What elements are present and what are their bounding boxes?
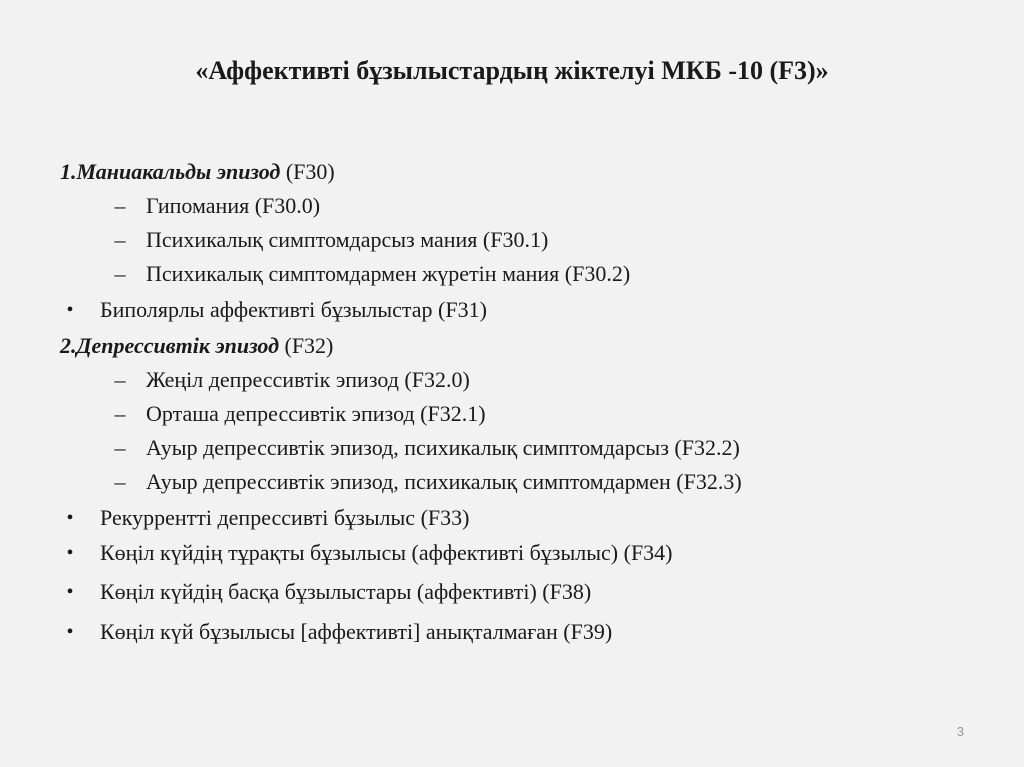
bullet-marker: •	[66, 299, 74, 321]
dash-marker: –	[114, 435, 126, 460]
list-item-text: Ауыр депрессивтік эпизод, психикалық симптомдармен (F32.3)	[146, 469, 742, 494]
list-item-text: Гипомания (F30.0)	[146, 193, 321, 218]
list-item-heading	[60, 332, 333, 360]
dash-marker: –	[114, 227, 126, 252]
list-item-text: Көңіл күйдің басқа бұзылыстары (аффективті) (F38)	[100, 579, 592, 604]
list-item-text: Орташа депрессивтік эпизод (F32.1)	[146, 401, 486, 426]
heading-code: (F30)	[280, 159, 335, 184]
dash-marker: –	[114, 469, 126, 494]
bullet-marker: •	[66, 507, 74, 529]
list-item-text: Психикалық симптомдармен жүретін мания (F30.2)	[146, 261, 631, 286]
dash-marker: –	[114, 261, 126, 286]
list-item-text: Психикалық симптомдарсыз мания (F30.1)	[146, 227, 549, 252]
list-item-text: Жеңіл депрессивтік эпизод (F32.0)	[146, 367, 470, 392]
bullet-marker: •	[66, 621, 74, 643]
list-item-text: Көңіл күй бұзылысы [аффективті] анықталмаған (F39)	[100, 619, 613, 644]
heading-code: (F32)	[279, 333, 334, 358]
dash-marker: –	[114, 367, 126, 392]
slide-title: «Аффективті бұзылыстардың жіктелуі МКБ -10 (F3)»	[195, 56, 829, 85]
list-item-text: Рекуррентті депрессивті бұзылыс (F33)	[100, 505, 470, 530]
heading-title: 1.Маниакальды эпизод	[60, 159, 281, 184]
list-item-text: Көңіл күйдің тұрақты бұзылысы (аффективті бұзылыс) (F34)	[100, 540, 673, 565]
list-item-text: Биполярлы аффективті бұзылыстар (F31)	[100, 297, 487, 322]
heading-title: 2.Депрессивтік эпизод	[60, 333, 279, 358]
bullet-marker: •	[66, 581, 74, 603]
bullet-marker: •	[66, 542, 74, 564]
dash-marker: –	[114, 401, 126, 426]
list-item-heading	[60, 158, 335, 186]
list-item-text: Ауыр депрессивтік эпизод, психикалық симптомдарсыз (F32.2)	[146, 435, 740, 460]
dash-marker: –	[114, 193, 126, 218]
page-number: 3	[956, 724, 964, 739]
